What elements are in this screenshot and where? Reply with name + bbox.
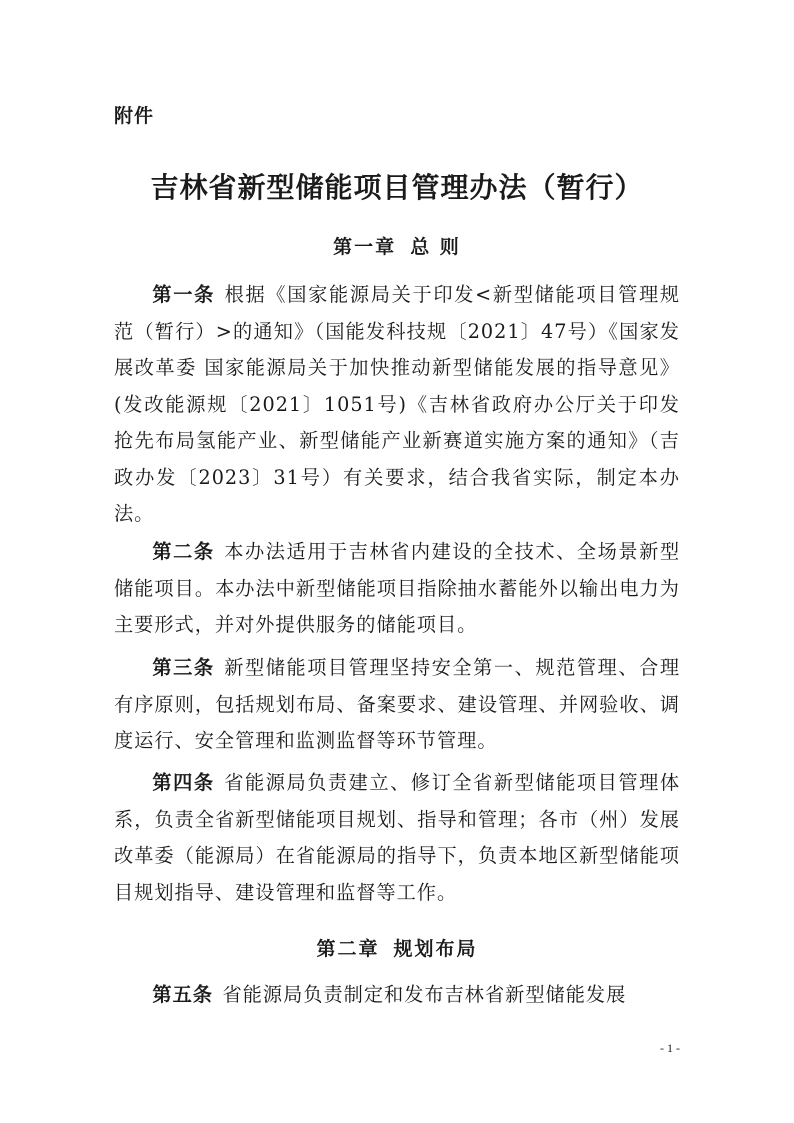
chapter-2-name: 规划布局 bbox=[393, 938, 478, 960]
article-1 bbox=[114, 277, 680, 533]
document-title: 吉林省新型储能项目管理办法（暂行） bbox=[150, 171, 644, 204]
article-5-label: 第五条 bbox=[152, 983, 213, 1006]
article-1-label: 第一条 bbox=[152, 283, 216, 306]
chapter-1-heading bbox=[0, 234, 794, 260]
article-5 bbox=[114, 977, 680, 1014]
article-2-text: 本办法适用于吉林省内建设的全技术、全场景新型储能项目。本办法中新型储能项目指除抽水蓄能外以输出电力为主要形式，并对外提供服务的储能项目。 bbox=[114, 540, 681, 636]
chapter-1-number: 第一章 bbox=[333, 236, 397, 258]
page-number: - 1 - bbox=[660, 1041, 680, 1055]
article-2-label: 第二条 bbox=[152, 540, 215, 563]
article-5-text: 省能源局负责制定和发布吉林省新型储能发展 bbox=[222, 983, 627, 1006]
article-3-label: 第三条 bbox=[152, 656, 215, 679]
attachment-label: 附件 bbox=[114, 105, 155, 127]
article-4-label: 第四条 bbox=[152, 771, 215, 794]
article-4-text: 省能源局负责建立、修订全省新型储能项目管理体系，负责全省新型储能项目规划、指导和管理；各市（州）发展改革委（能源局）在省能源局的指导下，负责本地区新型储能项目规划指导、建设管理和监督等工作。 bbox=[114, 771, 681, 904]
article-3-text: 新型储能项目管理坚持安全第一、规范管理、合理有序原则，包括规划布局、备案要求、建设管理、并网验收、调度运行、安全管理和监测监督等环节管理。 bbox=[114, 656, 681, 752]
article-1-text: 根据《国家能源局关于印发<新型储能项目管理规范（暂行）>的通知》（国能发科技规〔2021〕47号）《国家发展改革委 国家能源局关于加快推动新型储能发展的指导意见》(发改能源规〔2021〕1051号)《吉林省政府办公厅关于印发抢先布局氢能产业、新型储能产业新赛道实施方案的通知》（吉政办发〔2023〕31号）有关要求，结合我省实际，制定本办法。 bbox=[114, 283, 681, 525]
article-2 bbox=[114, 534, 680, 644]
article-3 bbox=[114, 650, 680, 760]
chapter-1-name: 总 则 bbox=[410, 236, 461, 258]
chapter-2-heading bbox=[0, 936, 794, 962]
article-4 bbox=[114, 765, 680, 911]
chapter-2-number: 第二章 bbox=[316, 938, 380, 960]
